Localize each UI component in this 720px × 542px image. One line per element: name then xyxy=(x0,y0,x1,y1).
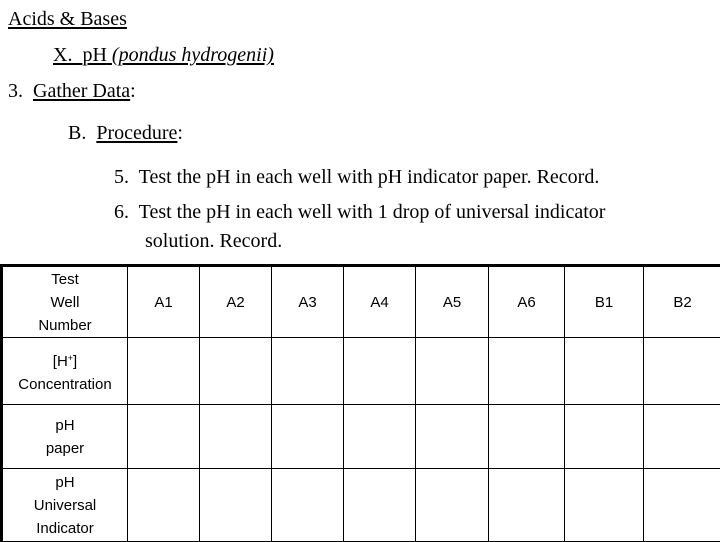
row-label-text: Universal xyxy=(34,497,97,514)
section-paren: (pondus hydrogenii) xyxy=(112,44,274,66)
sub-heading xyxy=(68,121,183,145)
data-cell[interactable] xyxy=(416,338,489,405)
well-header-cell: B1 xyxy=(565,266,644,338)
row-label-text: pH xyxy=(55,474,74,491)
data-cell[interactable] xyxy=(272,338,344,405)
title-text: Acids & Bases xyxy=(8,8,127,30)
well-header-cell: A5 xyxy=(416,266,489,338)
well-header-cell: A4 xyxy=(344,266,416,338)
section-ph: pH xyxy=(82,44,106,66)
data-cell[interactable] xyxy=(128,405,200,469)
table-row xyxy=(2,469,720,542)
sub-colon: : xyxy=(177,122,183,144)
procedure-number: 5. xyxy=(114,166,129,188)
data-cell[interactable] xyxy=(644,338,720,405)
data-cell[interactable] xyxy=(344,338,416,405)
data-cell[interactable] xyxy=(344,405,416,469)
row-label-cell xyxy=(2,469,128,542)
data-cell[interactable] xyxy=(565,405,644,469)
data-cell[interactable] xyxy=(200,405,272,469)
data-cell[interactable] xyxy=(272,405,344,469)
document-title xyxy=(8,7,127,31)
row-label-superscript: + xyxy=(68,353,73,363)
header-label-cell xyxy=(2,266,128,338)
row-label-text: pH xyxy=(55,417,74,434)
data-cell[interactable] xyxy=(200,338,272,405)
procedure-item-6 xyxy=(114,200,605,224)
sub-marker: B. xyxy=(68,122,86,144)
well-header-cell: A2 xyxy=(200,266,272,338)
data-cell[interactable] xyxy=(644,405,720,469)
data-cell[interactable] xyxy=(128,469,200,542)
data-cell[interactable] xyxy=(489,338,565,405)
row-label-text: Concentration xyxy=(18,376,111,393)
table-row xyxy=(2,405,720,469)
header-label-line: Test xyxy=(51,271,79,288)
data-cell[interactable] xyxy=(489,405,565,469)
well-header-cell: B2 xyxy=(644,266,720,338)
well-header-cell: A6 xyxy=(489,266,565,338)
table-header-row xyxy=(2,266,720,338)
well-header-cell: A3 xyxy=(272,266,344,338)
row-label-text: Indicator xyxy=(36,520,94,537)
row-label-cell xyxy=(2,338,128,405)
data-cell[interactable] xyxy=(644,469,720,542)
data-cell[interactable] xyxy=(416,405,489,469)
header-label-line: Well xyxy=(51,294,80,311)
well-header-cell: A1 xyxy=(128,266,200,338)
data-cell[interactable] xyxy=(344,469,416,542)
row-label-text: ] xyxy=(73,353,77,370)
procedure-text-continued: solution. Record. xyxy=(145,230,282,252)
data-cell[interactable] xyxy=(128,338,200,405)
data-table xyxy=(0,264,720,542)
procedure-item-6-continued xyxy=(145,229,282,253)
header-label-line: Number xyxy=(38,317,91,334)
step-heading xyxy=(8,79,136,103)
section-heading xyxy=(53,43,274,67)
step-label: Gather Data xyxy=(33,80,130,102)
data-cell[interactable] xyxy=(489,469,565,542)
row-label-text: paper xyxy=(46,440,84,457)
section-heading-text xyxy=(53,44,274,66)
sub-label: Procedure xyxy=(96,122,177,144)
data-cell[interactable] xyxy=(272,469,344,542)
data-cell[interactable] xyxy=(200,469,272,542)
section-marker: X. xyxy=(53,44,72,66)
data-cell[interactable] xyxy=(416,469,489,542)
data-cell[interactable] xyxy=(565,469,644,542)
procedure-item-5 xyxy=(114,165,599,189)
procedure-number: 6. xyxy=(114,201,129,223)
data-cell[interactable] xyxy=(565,338,644,405)
procedure-text: Test the pH in each well with pH indicator paper. Record. xyxy=(139,166,600,188)
table-row xyxy=(2,338,720,405)
procedure-text: Test the pH in each well with 1 drop of universal indicator xyxy=(139,201,606,223)
step-colon: : xyxy=(130,80,136,102)
row-label-text: [H xyxy=(53,353,68,370)
step-number: 3. xyxy=(8,80,23,102)
row-label-cell xyxy=(2,405,128,469)
